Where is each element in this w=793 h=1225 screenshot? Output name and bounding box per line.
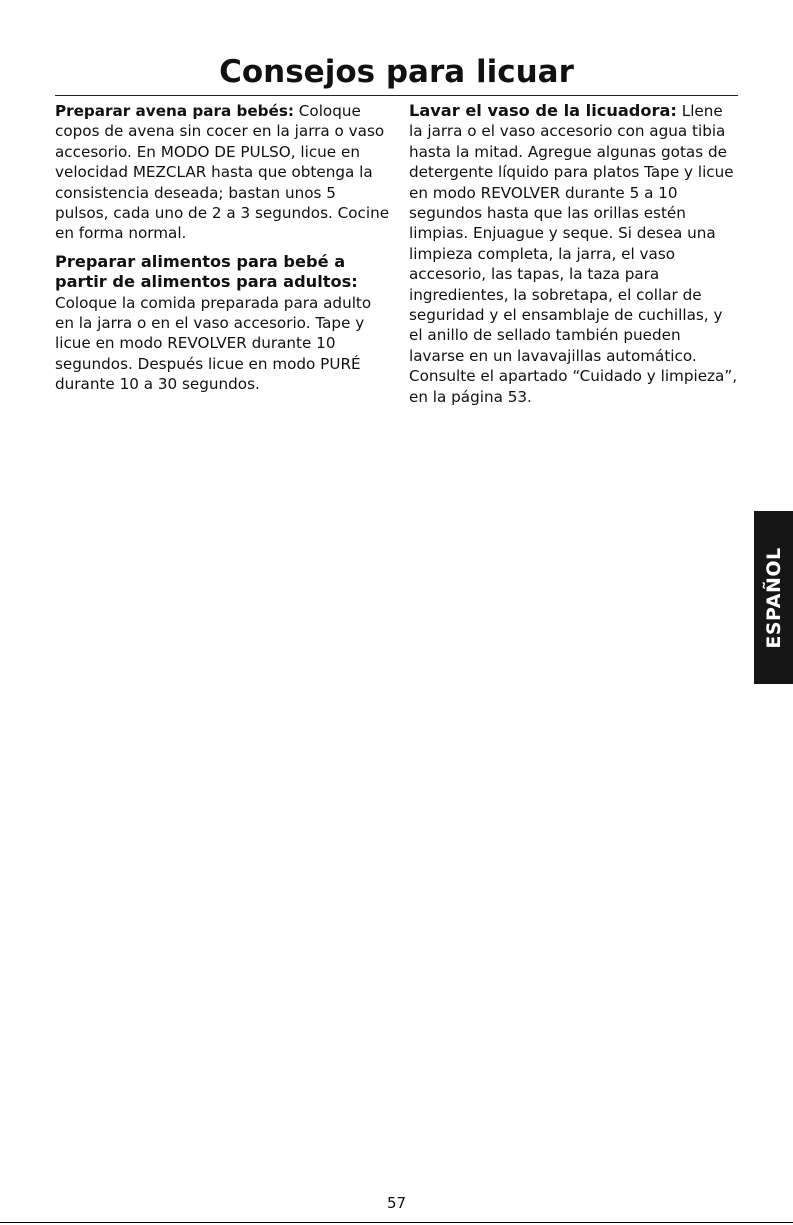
tip-body: Coloque copos de avena sin cocer en la jarra o vaso accesorio. En MODO DE PULSO, licue en velocidad MEZCLAR hasta que obtenga la consistencia deseada; bastan unos 5 pulsos, cada uno de 2 a 3 segundos. Cocine en forma normal. [55, 102, 390, 243]
tip-heading: Preparar alimentos para bebé a partir de alimentos para adultos: [55, 251, 358, 292]
page-title: Consejos para licuar [219, 54, 574, 90]
tip-baby-oatmeal [55, 101, 390, 244]
tip-body: Llene la jarra o el vaso accesorio con agua tibia hasta la mitad. Agregue algunas gotas de detergente líquido para platos Tape y licue en modo REVOLVER durante 5 a 10 segundos hasta que las orillas estén limpias. Enjuague y seque. Si desea una limpieza completa, la jarra, el vaso accesorio, las tapas, la taza para ingredientes, la sobretapa, el collar de seguridad y el ensamblaje de cuchillas, y el anillo de sellado también pueden lavarse en un lavavajillas automático. Consulte el apartado “Cuidado y limpieza”, en la página 53. [409, 102, 738, 406]
right-column [409, 101, 739, 415]
tip-baby-food [55, 252, 390, 395]
language-tab [754, 511, 793, 684]
tip-body: Coloque la comida preparada para adulto en la jarra o en el vaso accesorio. Tape y licue en modo REVOLVER durante 10 segundos. Después licue en modo PURÉ durante 10 a 30 segundos. [55, 293, 372, 394]
left-column [55, 101, 390, 403]
tip-heading: Lavar el vaso de la licuadora: [409, 101, 677, 120]
bottom-divider [0, 1222, 793, 1223]
page-number: 57 [386, 1194, 407, 1212]
title-divider [55, 95, 738, 96]
tip-wash-jar [409, 101, 739, 407]
tip-heading: Preparar avena para bebés: [55, 102, 294, 120]
language-tab-label: ESPAÑOL [762, 546, 785, 649]
